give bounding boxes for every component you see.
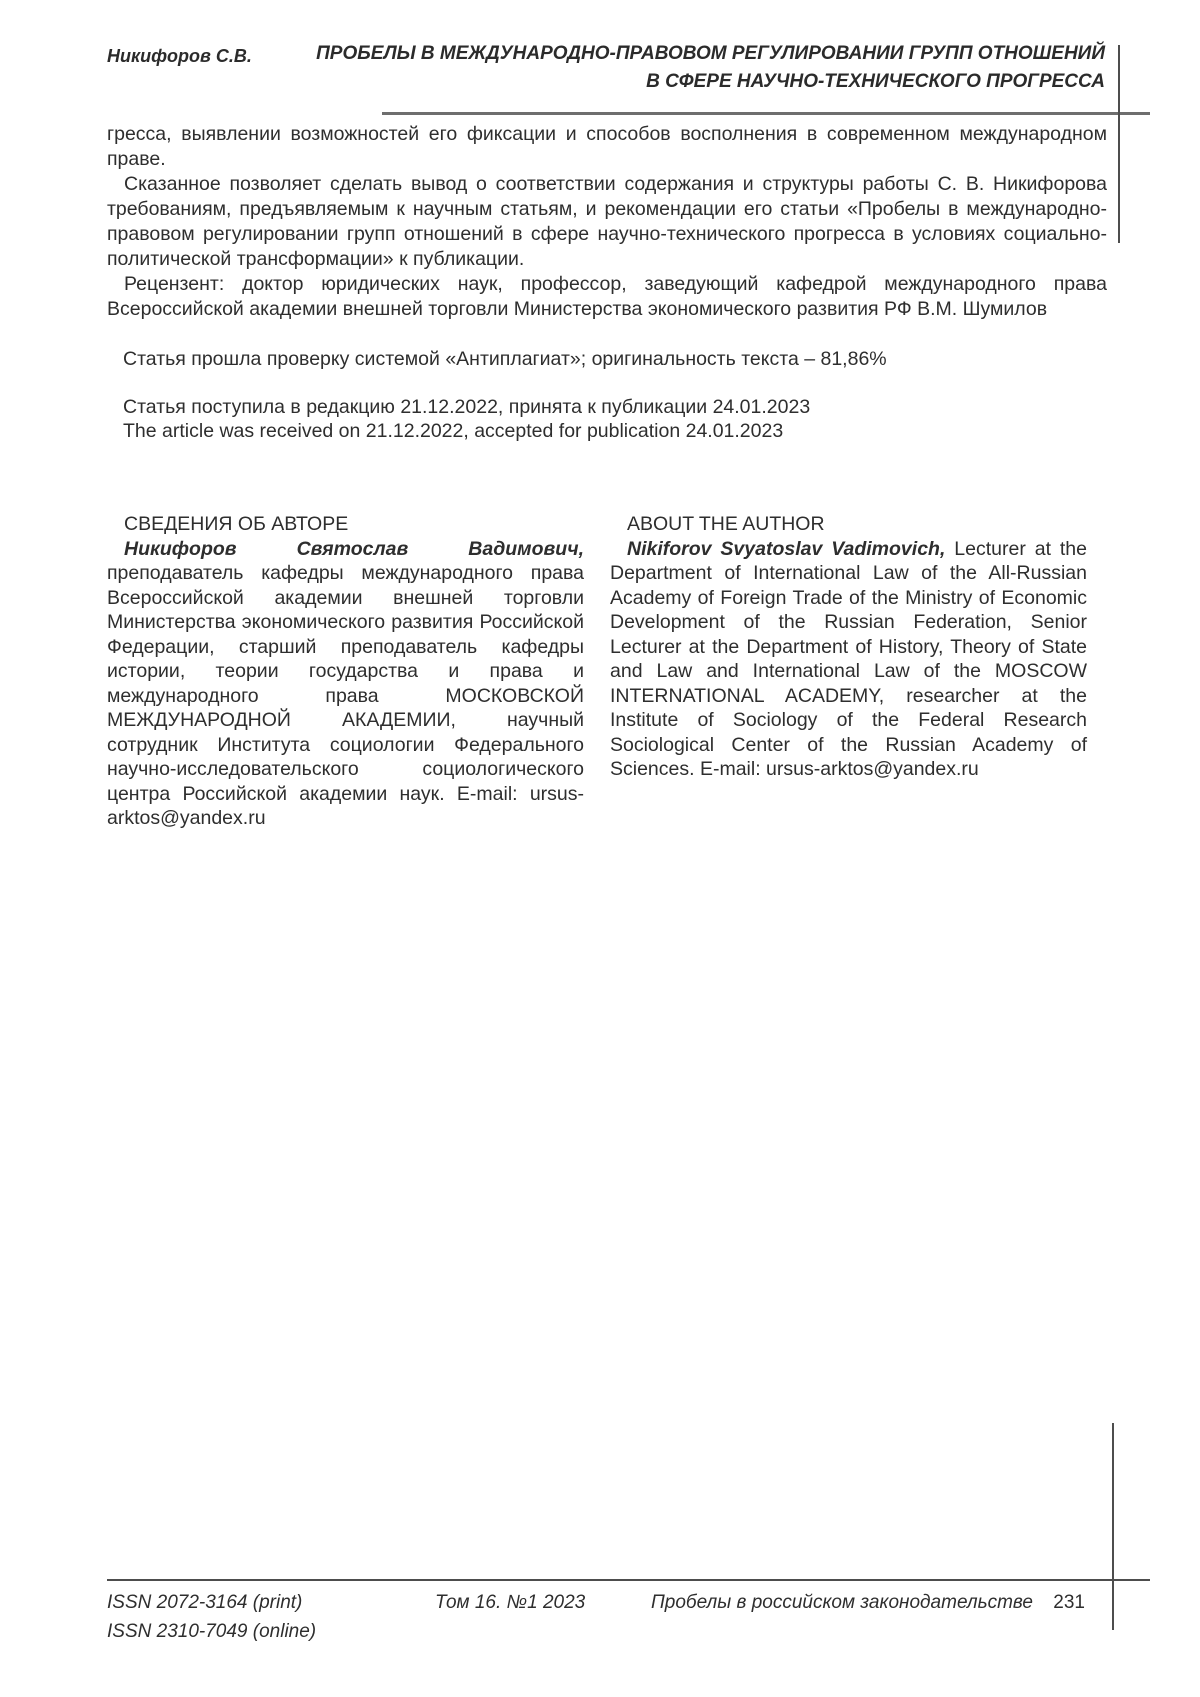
- received-date-ru: Статья поступила в редакцию 21.12.2022, принята к публикации 24.01.2023: [123, 396, 811, 418]
- footer-journal-title: Пробелы в российском законодательстве: [651, 1592, 1033, 1613]
- body-paragraph-continuation: гресса, выявлении возможностей его фиксации и способов восполнения в современном международном праве.: [107, 123, 1107, 170]
- running-head-title-line2: В СФЕРЕ НАУЧНО-ТЕХНИЧЕСКОГО ПРОГРЕССА: [646, 71, 1105, 92]
- footer-issn-print: ISSN 2072-3164 (print): [107, 1592, 303, 1613]
- body-paragraph-conclusion: Сказанное позволяет сделать вывод о соответствии содержания и структуры работы С. В. Никифорова требованиям, предъявляемым к научным статьям, и рекомендации его статьи «Пробелы в международно-правовом регулировании групп отношений в сфере научно-технического прогресса в условиях социально-политической трансформации» к публикации.: [107, 173, 1107, 270]
- running-head-title: [300, 40, 1105, 96]
- footer-rule: [107, 1579, 1150, 1581]
- author-info-en-heading: ABOUT THE AUTHOR: [627, 513, 825, 535]
- author-info-en-bio: [610, 537, 1087, 782]
- footer-page-number: 231: [1053, 1592, 1085, 1613]
- body-paragraph-reviewer: Рецензент: доктор юридических наук, профессор, заведующий кафедрой международного права Всероссийской академии внешней торговли Министерства экономического развития РФ В.М. Шумилов: [107, 273, 1107, 320]
- footer-issn-online: ISSN 2310-7049 (online): [107, 1621, 317, 1642]
- author-info-columns: [107, 512, 1087, 831]
- footer-volume-issue: Том 16. №1 2023: [435, 1592, 586, 1613]
- received-dates: [123, 395, 810, 443]
- author-info-ru: [107, 512, 584, 831]
- author-name-ru: Никифоров Святослав Вадимович,: [124, 537, 584, 560]
- antiplagiat-note: Статья прошла проверку системой «Антиплагиат»; оригинальность текста – 81,86%: [123, 348, 887, 370]
- header-rule: [382, 112, 1150, 115]
- article-body: [107, 122, 1107, 322]
- right-margin-line-bottom: [1112, 1423, 1114, 1630]
- author-info-ru-heading: СВЕДЕНИЯ ОБ АВТОРЕ: [124, 513, 349, 535]
- author-info-ru-bio: [107, 537, 584, 831]
- author-name-en: Nikiforov Svyatoslav Vadimovich,: [627, 537, 946, 560]
- author-bio-en-text: Lecturer at the Department of International Law of the All-Russian Academy of Foreign Trade of the Ministry of Economic Development of the Russian Federation, Senior Lecturer at the Department of History, Theory of State and Law and International Law of the MOSCOW INTERNATIONAL ACADEMY, researcher at the Institute of Sociology of the Federal Research Sociological Center of the Russian Academy of Sciences. E-mail: ursus-arktos@yandex.ru: [610, 537, 1087, 780]
- author-bio-ru-text: преподаватель кафедры международного права Всероссийской академии внешней торговли Министерства экономического развития Российской Федерации, старший преподаватель кафедры истории, теории государства и права и международного права МОСКОВСКОЙ МЕЖДУНАРОДНОЙ АКАДЕМИИ, научный сотрудник Института социологии Федерального научно-исследовательского социологического центра Российской академии наук. E-mail: ursus-arktos@yandex.ru: [107, 562, 584, 829]
- running-head-author: Никифоров С.В.: [107, 46, 252, 66]
- running-head-title-line1: ПРОБЕЛЫ В МЕЖДУНАРОДНО-ПРАВОВОМ РЕГУЛИРОВАНИИ ГРУПП ОТНОШЕНИЙ: [316, 43, 1105, 64]
- received-date-en: The article was received on 21.12.2022, accepted for publication 24.01.2023: [123, 420, 784, 442]
- right-margin-line-top: [1118, 45, 1120, 243]
- author-info-en: [610, 512, 1087, 831]
